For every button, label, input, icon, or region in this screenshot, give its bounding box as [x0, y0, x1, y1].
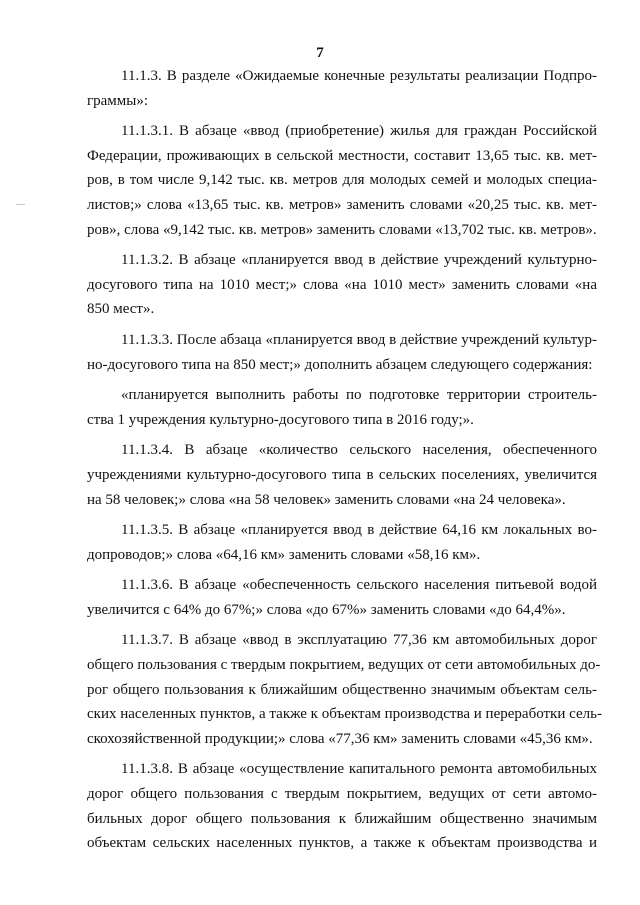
text-line: 11.1.3.1. В абзаце «ввод (приобретение) жилья для граждан Российской — [121, 123, 597, 140]
paragraph-11-1-3-5 — [87, 518, 597, 567]
document-body — [87, 64, 602, 862]
paragraph-11-1-3-1 — [87, 119, 597, 242]
text-line: ров, в том числе 9,142 тыс. кв. метров для молодых семей и молодых специа- — [87, 172, 597, 189]
text-line: учреждениями культурно-досугового типа в сельских поселениях, увеличится — [87, 466, 597, 483]
text-line: рог общего пользования к ближайшим общественно значимым объектам сель- — [87, 681, 597, 698]
text-line: 11.1.3.4. В абзаце «количество сельского населения, обеспеченного — [121, 442, 597, 459]
paragraph-11-1-3-6 — [87, 573, 597, 622]
text-line: 11.1.3. В разделе «Ожидаемые конечные результаты реализации Подпро- — [121, 68, 597, 84]
paragraph-11-1-3-7 — [87, 628, 602, 751]
text-line: 11.1.3.6. В абзаце «обеспеченность сельского населения питьевой водой — [121, 577, 597, 594]
text-line: бильных дорог общего пользования к ближайшим общественно значимым — [87, 810, 597, 827]
paragraph-11-1-3-4 — [87, 438, 597, 512]
text-line: досугового типа на 1010 мест;» слова «на 1010 мест» заменить словами «на — [87, 276, 597, 293]
text-line: Федерации, проживающих в сельской местности, составит 13,65 тыс. кв. мет- — [87, 147, 597, 164]
text-line: 11.1.3.3. После абзаца «планируется ввод в действие учреждений культур- — [121, 331, 597, 348]
page-number: 7 — [316, 45, 324, 61]
text-line: 11.1.3.7. В абзаце «ввод в эксплуатацию 77,36 км автомобильных дорог — [121, 632, 597, 649]
text-line: 11.1.3.2. В абзаце «планируется ввод в действие учреждений культурно- — [121, 252, 597, 269]
text-line: «планируется выполнить работы по подготовке территории строитель- — [121, 387, 597, 404]
text-line: но-досугового типа на 850 мест;» дополнить абзацем следующего содержания: — [87, 356, 593, 373]
paragraph-11-1-3 — [87, 64, 597, 113]
text-line: ства 1 учреждения культурно-досугового типа в 2016 году;». — [87, 411, 474, 428]
paragraph-11-1-3-3 — [87, 328, 597, 377]
text-line: скохозяйственной продукции;» слова «77,36 км» заменить словами «45,36 км». — [87, 730, 593, 747]
text-line: увеличится с 64% до 67%;» слова «до 67%» заменить словами «до 64,4%». — [87, 601, 566, 618]
text-line: 11.1.3.8. В абзаце «осуществление капитального ремонта автомобильных — [121, 761, 597, 778]
margin-mark: — — [16, 199, 25, 209]
text-line: листов;» слова «13,65 тыс. кв. метров» заменить словами «20,25 тыс. кв. мет- — [87, 196, 597, 213]
text-line: граммы»: — [87, 92, 149, 109]
text-line: допроводов;» слова «64,16 км» заменить словами «58,16 км». — [87, 546, 481, 563]
text-line: 850 мест». — [87, 301, 155, 318]
paragraph-quote — [87, 383, 597, 432]
text-line: ров», слова «9,142 тыс. кв. метров» заменить словами «13,702 тыс. кв. метров». — [87, 221, 597, 238]
text-line: дорог общего пользования с твердым покрытием, ведущих от сети автомо- — [87, 786, 597, 803]
text-line: на 58 человек;» слова «на 58 человек» заменить словами «на 24 человека». — [87, 491, 566, 508]
text-line: 11.1.3.5. В абзаце «планируется ввод в действие 64,16 км локальных во- — [121, 522, 597, 539]
paragraph-11-1-3-8 — [87, 757, 597, 855]
paragraph-11-1-3-2 — [87, 248, 597, 322]
text-line: ских населенных пунктов, а также к объектам производства и переработки сель- — [87, 706, 602, 723]
text-line: общего пользования с твердым покрытием, ведущих от сети автомобильных до- — [87, 657, 601, 674]
text-line: объектам сельских населенных пунктов, а также к объектам производства и — [87, 835, 597, 852]
